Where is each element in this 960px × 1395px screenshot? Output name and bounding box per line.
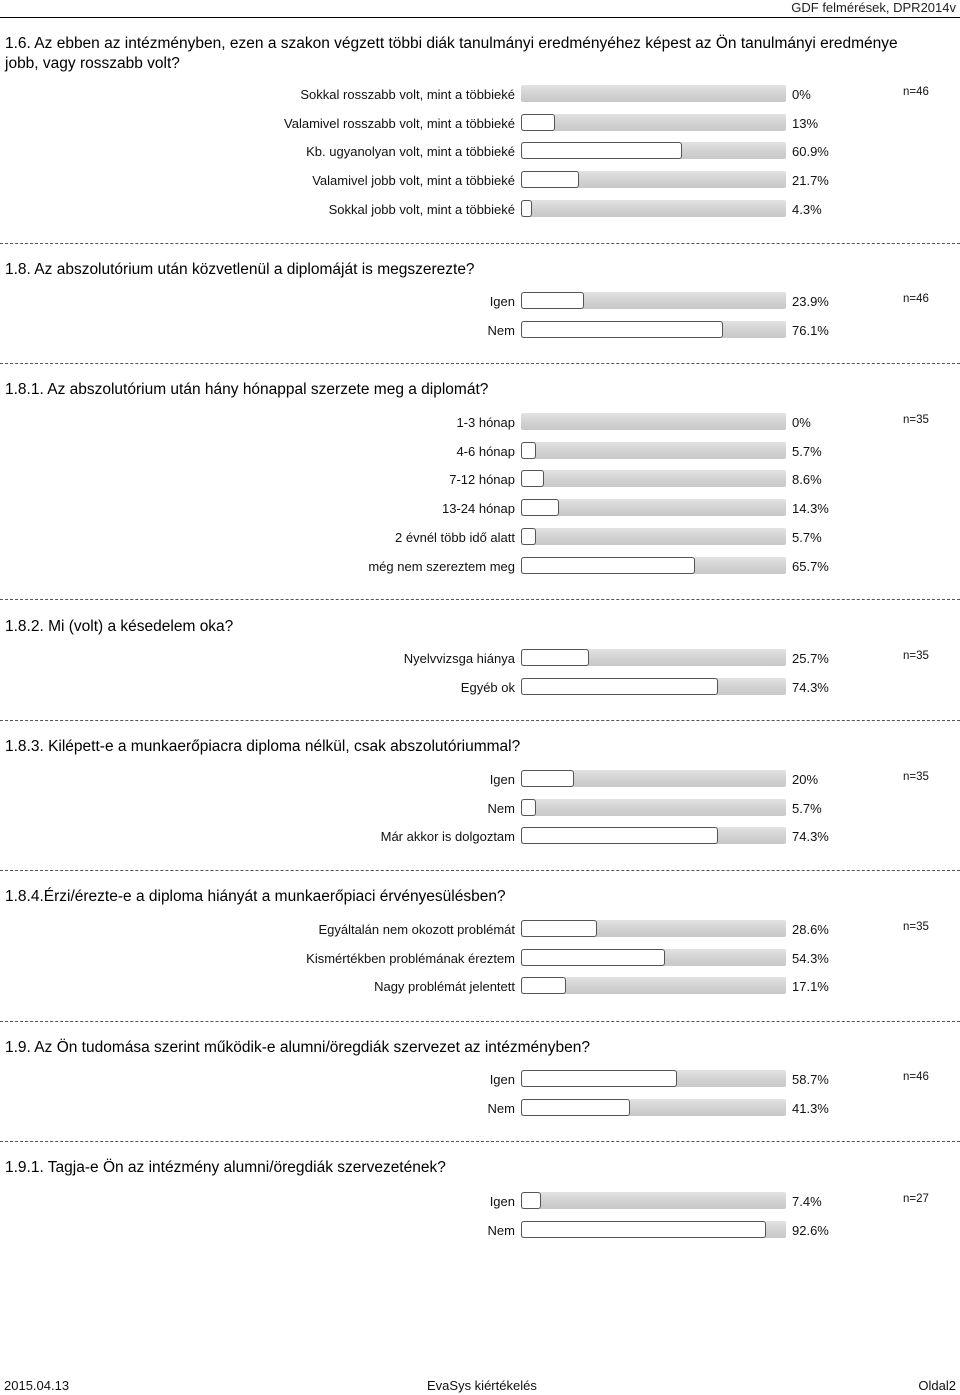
percentage-bar (521, 557, 786, 574)
question-title: 1.6. Az ebben az intézményben, ezen a szakon végzett többi diák tanulmányi eredményéhez képest az Ön tanulmányi eredménye jobb, vagy rosszabb volt? (5, 35, 898, 72)
section-divider (0, 243, 960, 244)
percentage-bar-fill (521, 770, 574, 787)
percentage-bar-fill (521, 470, 544, 487)
percentage-bar (521, 171, 786, 188)
answer-row (0, 799, 960, 819)
answer-label: Igen (489, 294, 515, 309)
percentage-bar-fill (521, 799, 536, 816)
answer-label: Nagy problémát jelentett (374, 979, 515, 994)
answer-percentage: 54.3% (792, 951, 829, 966)
answer-row (0, 528, 960, 548)
percentage-bar (521, 770, 786, 787)
answer-percentage: 17.1% (792, 979, 829, 994)
question-title: 1.8.4.Érzi/érezte-e a diploma hiányát a munkaerőpiaci érvényesülésben? (5, 888, 506, 905)
percentage-bar-fill (521, 1070, 677, 1087)
percentage-bar-fill (521, 920, 597, 937)
answer-percentage: 21.7% (792, 173, 829, 188)
answer-row (0, 499, 960, 519)
percentage-bar (521, 827, 786, 844)
answer-percentage: 28.6% (792, 922, 829, 937)
answer-percentage: 76.1% (792, 323, 829, 338)
answer-percentage: 8.6% (792, 472, 822, 487)
answer-label: Egyéb ok (460, 680, 515, 695)
answer-row (0, 292, 960, 312)
answer-row (0, 1221, 960, 1241)
answer-row (0, 142, 960, 162)
section-divider (0, 1021, 960, 1022)
header-rule (0, 17, 960, 18)
answer-label: Egyáltalán nem okozott problémát (318, 922, 515, 937)
answer-percentage: 58.7% (792, 1072, 829, 1087)
answer-label: Kb. ugyanolyan volt, mint a többieké (306, 144, 515, 159)
answer-label: Már akkor is dolgoztam (380, 829, 515, 844)
sample-size: n=46 (903, 86, 929, 98)
percentage-bar-fill (521, 678, 718, 695)
percentage-bar (521, 114, 786, 131)
answer-row (0, 413, 960, 433)
section-divider (0, 870, 960, 871)
percentage-bar-fill (521, 200, 532, 217)
answer-label: Igen (489, 772, 515, 787)
percentage-bar (521, 920, 786, 937)
percentage-bar-fill (521, 557, 695, 574)
answer-label: Nem (487, 323, 515, 338)
answer-row (0, 1070, 960, 1090)
percentage-bar (521, 499, 786, 516)
sample-size: n=27 (903, 1193, 929, 1205)
answer-label: 2 évnél több idő alatt (395, 530, 515, 545)
answer-row (0, 678, 960, 698)
answer-row (0, 770, 960, 790)
footer-date: 2015.04.13 (4, 1378, 70, 1393)
sample-size: n=35 (903, 921, 929, 933)
answer-percentage: 20% (792, 772, 819, 787)
answer-row (0, 949, 960, 969)
answer-percentage: 4.3% (792, 202, 822, 217)
percentage-bar-fill (521, 977, 566, 994)
answer-row (0, 827, 960, 847)
answer-percentage: 25.7% (792, 651, 829, 666)
answer-percentage: 60.9% (792, 144, 829, 159)
answer-percentage: 13% (792, 116, 819, 131)
question-title: 1.8.1. Az abszolutórium után hány hónappal szerzete meg a diplomát? (5, 381, 489, 398)
percentage-bar-fill (521, 649, 589, 666)
percentage-bar (521, 413, 786, 430)
answer-percentage: 65.7% (792, 559, 829, 574)
answer-label: Igen (489, 1072, 515, 1087)
percentage-bar (521, 949, 786, 966)
question-title: 1.8. Az abszolutórium után közvetlenül a diplomáját is megszerezte? (5, 261, 475, 278)
sample-size: n=46 (903, 293, 929, 305)
percentage-bar-fill (521, 949, 665, 966)
footer-page: Oldal2 (918, 1378, 956, 1393)
percentage-bar (521, 85, 786, 102)
answer-percentage: 5.7% (792, 444, 822, 459)
answer-percentage: 23.9% (792, 294, 829, 309)
answer-label: 7-12 hónap (449, 472, 515, 487)
section-divider (0, 1141, 960, 1142)
percentage-bar-fill (521, 442, 536, 459)
answer-percentage: 5.7% (792, 530, 822, 545)
answer-percentage: 5.7% (792, 801, 822, 816)
percentage-bar-fill (521, 1192, 541, 1209)
percentage-bar (521, 1221, 786, 1238)
percentage-bar (521, 977, 786, 994)
answer-row (0, 557, 960, 577)
answer-percentage: 0% (792, 87, 811, 102)
percentage-bar (521, 321, 786, 338)
answer-row (0, 470, 960, 490)
percentage-bar (521, 142, 786, 159)
percentage-bar (521, 1192, 786, 1209)
section-divider (0, 599, 960, 600)
percentage-bar-fill (521, 142, 682, 159)
percentage-bar-fill (521, 321, 723, 338)
answer-percentage: 14.3% (792, 501, 829, 516)
question-title: 1.8.3. Kilépett-e a munkaerőpiacra diploma nélkül, csak abszolutóriummal? (5, 738, 521, 755)
percentage-bar (521, 1099, 786, 1116)
answer-row (0, 1192, 960, 1212)
answer-label: Valamivel jobb volt, mint a többieké (312, 173, 515, 188)
section-divider (0, 720, 960, 721)
percentage-bar (521, 799, 786, 816)
answer-label: Sokkal rosszabb volt, mint a többieké (300, 87, 515, 102)
sample-size: n=46 (903, 1071, 929, 1083)
percentage-bar (521, 678, 786, 695)
percentage-bar-fill (521, 499, 559, 516)
percentage-bar-fill (521, 1221, 766, 1238)
answer-label: 13-24 hónap (441, 501, 515, 516)
answer-percentage: 0% (792, 415, 811, 430)
answer-label: még nem szereztem meg (368, 559, 515, 574)
answer-label: Nem (487, 1223, 515, 1238)
answer-label: 4-6 hónap (456, 444, 515, 459)
percentage-bar (521, 528, 786, 545)
sample-size: n=35 (903, 771, 929, 783)
answer-row (0, 920, 960, 940)
percentage-bar (521, 649, 786, 666)
question-title: 1.9.1. Tagja-e Ön az intézmény alumni/öregdiák szervezetének? (5, 1159, 446, 1176)
answer-label: Nem (487, 801, 515, 816)
percentage-bar-fill (521, 114, 555, 131)
question-title: 1.8.2. Mi (volt) a késedelem oka? (5, 618, 234, 635)
question-title: 1.9. Az Ön tudomása szerint működik-e alumni/öregdiák szervezet az intézményben? (5, 1039, 590, 1056)
answer-label: Valamivel rosszabb volt, mint a többieké (284, 116, 515, 131)
header-source: GDF felmérések, DPR2014v (791, 0, 956, 15)
percentage-bar (521, 470, 786, 487)
answer-percentage: 74.3% (792, 680, 829, 695)
answer-row (0, 442, 960, 462)
answer-row (0, 649, 960, 669)
answer-percentage: 7.4% (792, 1194, 822, 1209)
answer-row (0, 171, 960, 191)
answer-row (0, 200, 960, 220)
answer-label: Sokkal jobb volt, mint a többieké (328, 202, 515, 217)
percentage-bar-fill (521, 827, 718, 844)
answer-percentage: 92.6% (792, 1223, 829, 1238)
percentage-bar-fill (521, 292, 584, 309)
percentage-bar (521, 200, 786, 217)
answer-label: Igen (489, 1194, 515, 1209)
percentage-bar-fill (521, 171, 579, 188)
percentage-bar (521, 292, 786, 309)
answer-row (0, 114, 960, 134)
section-divider (0, 363, 960, 364)
answer-label: Kismértékben problémának éreztem (306, 951, 515, 966)
answer-row (0, 1099, 960, 1119)
footer-center: EvaSys kiértékelés (427, 1378, 537, 1393)
answer-label: Nyelvvizsga hiánya (403, 651, 515, 666)
percentage-bar (521, 1070, 786, 1087)
answer-row (0, 85, 960, 105)
percentage-bar-fill (521, 1099, 630, 1116)
answer-percentage: 41.3% (792, 1101, 829, 1116)
answer-label: 1-3 hónap (456, 415, 515, 430)
percentage-bar-fill (521, 528, 536, 545)
answer-row (0, 977, 960, 997)
answer-percentage: 74.3% (792, 829, 829, 844)
answer-row (0, 321, 960, 341)
answer-label: Nem (487, 1101, 515, 1116)
sample-size: n=35 (903, 414, 929, 426)
percentage-bar (521, 442, 786, 459)
sample-size: n=35 (903, 650, 929, 662)
